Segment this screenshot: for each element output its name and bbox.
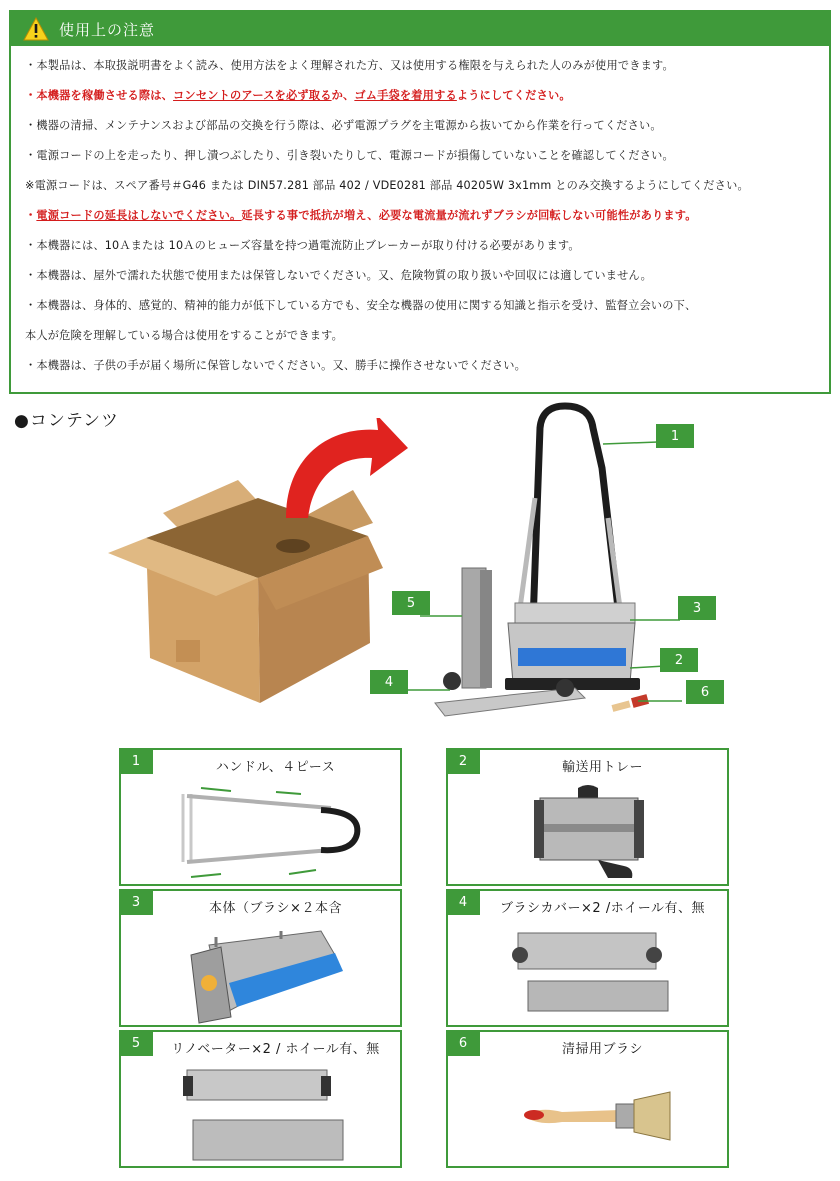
caution-text: ようにしてください。 xyxy=(456,89,571,102)
cleaning-brush-image xyxy=(448,1066,727,1166)
callout-2: 2 xyxy=(660,648,698,672)
machine-body-image xyxy=(121,925,400,1025)
caution-text-underlined: ゴム手袋を着用する xyxy=(354,89,457,102)
tray-image xyxy=(448,784,727,884)
item-card-tray xyxy=(446,748,729,886)
caution-line: ・本製品は、本取扱説明書をよく読み、使用方法をよく理解された方、又は使用する権限を与えられた人のみが使用できます。 xyxy=(25,59,674,72)
caution-line-important xyxy=(25,88,829,118)
contents-heading: ●コンテンツ xyxy=(14,411,119,431)
item-card-brush-cover xyxy=(446,889,729,1027)
item-card-body xyxy=(119,889,402,1027)
item-card-cleaning-brush xyxy=(446,1030,729,1168)
callout-4: 4 xyxy=(370,670,408,694)
item-label: 輸送用トレー xyxy=(561,760,643,775)
callout-3: 3 xyxy=(678,596,716,620)
caution-line-important xyxy=(25,208,829,238)
caution-line: ・本機器には、10Ａまたは 10Ａのヒューズ容量を持つ過電流防止ブレーカーが取り付ける必要があります。 xyxy=(25,239,580,252)
item-card-handle xyxy=(119,748,402,886)
item-label: ハンドル、４ピース xyxy=(215,760,336,775)
caution-line: ・本機器は、屋外で濡れた状態で使用または保管しないでください。又、危険物質の取り扱いや回収には適していません。 xyxy=(25,269,652,282)
handle-parts-image xyxy=(121,784,400,884)
caution-text: か、 xyxy=(331,89,355,102)
caution-text: 延長する事で抵抗が増え、必要な電流量が流れずブラシが回転しない可能性があります。 xyxy=(241,209,697,222)
caution-list xyxy=(11,46,829,388)
item-number-badge: 6 xyxy=(446,1030,480,1056)
callout-5: 5 xyxy=(392,591,430,615)
item-label: リノベーター×2 / ホイール有、無 xyxy=(171,1042,380,1057)
item-label: 本体（ブラシ×２本含 xyxy=(209,901,342,916)
warning-triangle-icon xyxy=(23,17,49,41)
caution-line: 本人が危険を理解している場合は使用をすることができます。 xyxy=(25,329,343,342)
callout-6: 6 xyxy=(686,680,724,704)
caution-panel xyxy=(9,10,831,394)
brush-cover-image xyxy=(448,925,727,1025)
caution-line: ・電源コードの上を走ったり、押し潰つぶしたり、引き裂いたりして、電源コードが損傷していないことを確認してください。 xyxy=(25,149,674,162)
item-number-badge: 1 xyxy=(119,748,153,774)
item-number-badge: 5 xyxy=(119,1030,153,1056)
caution-line: ・本機器は、身体的、感覚的、精神的能力が低下している方でも、安全な機器の使用に関する知識と指示を受け、監督立会いの下、 xyxy=(25,299,697,312)
caution-text-underlined: コンセントのアースを必ず取る xyxy=(173,89,332,102)
item-number-badge: 2 xyxy=(446,748,480,774)
item-number-badge: 3 xyxy=(119,889,153,915)
caution-header xyxy=(11,12,829,46)
caution-text-underlined: 電源コードの延長はしないでください。 xyxy=(36,209,242,222)
renovator-image xyxy=(121,1066,400,1166)
caution-line: ・本機器は、子供の手が届く場所に保管しないでください。又、勝手に操作させないでください。 xyxy=(25,359,527,372)
callout-1: 1 xyxy=(656,424,694,448)
item-label: 清掃用ブラシ xyxy=(561,1042,643,1057)
caution-text: ・ xyxy=(25,209,37,222)
item-label: ブラシカバー×2 /ホイール有、無 xyxy=(500,901,705,916)
caution-text: ・本機器を稼働させる際は、 xyxy=(25,89,174,102)
item-number-badge: 4 xyxy=(446,889,480,915)
cardboard-box-illustration xyxy=(108,418,408,708)
item-card-renovator xyxy=(119,1030,402,1168)
caution-title: 使用上の注意 xyxy=(59,20,156,39)
caution-line: ※電源コードは、スペア番号＃G46 または DIN57.281 部品 402 / VDE0281 部品 40205W 3x1mm とのみ交換するようにしてください。 xyxy=(25,179,749,192)
caution-line: ・機器の清掃、メンテナンスおよび部品の交換を行う際は、必ず電源プラグを主電源から抜いてから作業を行ってください。 xyxy=(25,119,662,132)
